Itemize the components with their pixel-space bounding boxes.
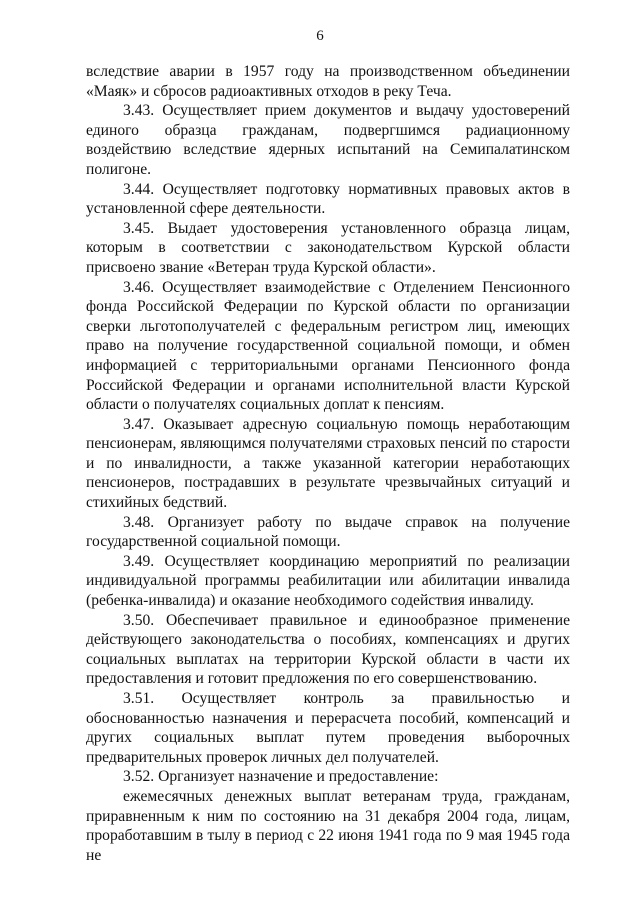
paragraph-3-43: 3.43. Осуществляет прием документов и выдачу удостоверений единого образца гражданам, подвергшимся радиационному воздействию вследствие ядерных испытаний на Семипалатинском полигоне.: [86, 102, 570, 178]
paragraph-3-50: 3.50. Обеспечивает правильное и единообразное применение действующего законодательства о пособиях, компенсациях и других социальных выплатах на территории Курской области в части их предоставления и готовит предложения по его совершенствованию.: [86, 611, 570, 688]
paragraph-3-52: 3.52. Организует назначение и предоставление:: [123, 768, 439, 786]
paragraph-3-48: 3.48. Организует работу по выдаче справок на получение государственной социальной помощи.: [86, 513, 570, 551]
page-number: 6: [316, 28, 324, 44]
paragraph-3-44: 3.44. Осуществляет подготовку нормативных правовых актов в установленной сфере деятельности.: [86, 180, 570, 218]
document-body: [86, 62, 570, 865]
paragraph-continuation: вследствие аварии в 1957 году на производственном объединении «Маяк» и сбросов радиоактивных отходов в реку Теча.: [86, 63, 570, 100]
paragraph-3-52-item: ежемесячных денежных выплат ветеранам труда, гражданам, приравненным к ним по состоянию на 31 декабря 2004 года, лицам, проработавшим в тылу в период с 22 июня 1941 года по 9 мая 1945 года не: [86, 787, 570, 864]
paragraph-3-45: 3.45. Выдает удостоверения установленного образца лицам, которым в соответствии с законодательством Курской области присвоено звание «Ветеран труда Курской области».: [86, 219, 570, 276]
paragraph-3-49: 3.49. Осуществляет координацию мероприятий по реализации индивидуальной программы реабилитации или абилитации инвалида (ребенка-инвалида) и оказание необходимого содействия инвалиду.: [86, 552, 570, 610]
paragraph-3-46: 3.46. Осуществляет взаимодействие с Отделением Пенсионного фонда Российской Федерации по Курской области по организации сверки льготополучателей с федеральным регистром лиц, имеющих право на получение государственной социальной помощи, и обмен информацией с территориальными органами Пенсионного фонда Российской Федерации и органами исполнительной власти Курской области о получателях социальных доплат к пенсиям.: [86, 278, 570, 414]
paragraph-3-51: 3.51. Осуществляет контроль за правильностью и обоснованностью назначения и перерасчета пособий, компенсаций и других социальных выплат путем проведения выборочных предварительных проверок личных дел получателей.: [86, 690, 570, 766]
paragraph-3-47: 3.47. Оказывает адресную социальную помощь неработающим пенсионерам, являющимся получателями страховых пенсий по старости и по инвалидности, а также указанной категории неработающих пенсионеров, пострадавших в результате чрезвычайных ситуаций и стихийных бедствий.: [86, 415, 570, 512]
